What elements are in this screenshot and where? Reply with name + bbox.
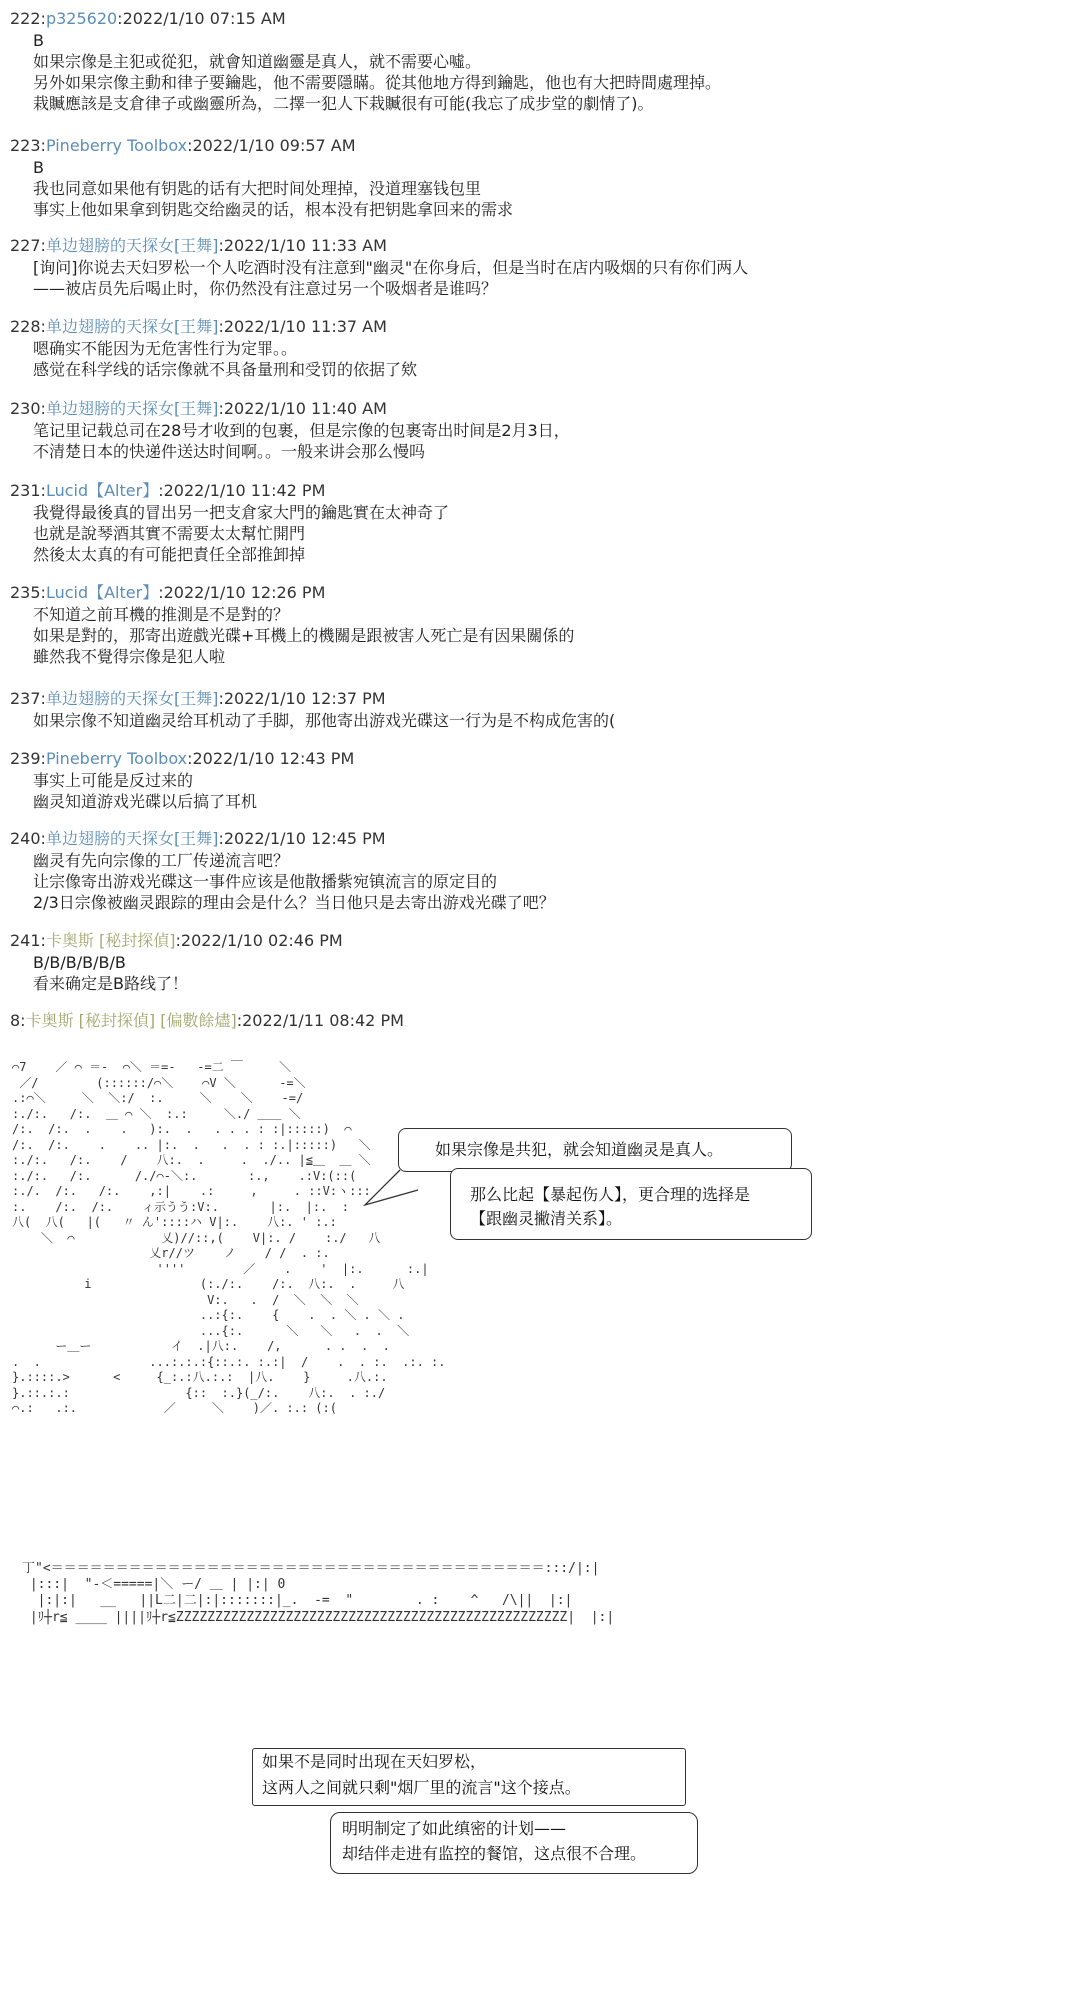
post-line: 嗯确实不能因为无危害性行为定罪。。 (33, 339, 298, 358)
post-line: 也就是說琴酒其實不需要太太幫忙開門 (33, 524, 306, 543)
poster-name-link[interactable]: p325620 (45, 9, 118, 28)
post (10, 582, 1070, 667)
post-line: 看来确定是B路线了！ (33, 974, 188, 993)
post-date: :2022/1/10 11:37 AM (218, 317, 387, 336)
post-header (10, 582, 1070, 604)
post-line: 不清楚日本的快递件送达时间啊。。一般来讲会那么慢吗 (33, 442, 426, 461)
post-date: :2022/1/10 12:37 PM (218, 689, 386, 708)
poster-name-link[interactable]: 单边翅膀的天探女[王舞] (45, 829, 219, 848)
post-line: 另外如果宗像主動和律子要鑰匙，他不需要隱瞞。從其他地方得到鑰匙，他也有大把時間處理掉。 (33, 73, 722, 92)
post (10, 235, 1070, 299)
post-header (10, 480, 1070, 502)
balloon-line: 如果不是同时出现在天妇罗松， (262, 1750, 486, 1774)
post-date: :2022/1/10 11:42 PM (158, 481, 326, 500)
post-line: 然後太太真的有可能把責任全部推卸掉 (33, 545, 306, 564)
post-date: :2022/1/10 07:15 AM (117, 9, 286, 28)
post (10, 1010, 1070, 1032)
post-date: :2022/1/10 12:26 PM (158, 583, 326, 602)
post (10, 316, 1070, 380)
post-line: ——被店员先后喝止时，你仍然没有注意过另一个吸烟者是谁吗？ (33, 279, 498, 298)
post-line: 如果宗像是主犯或從犯，就會知道幽靈是真人，就不需要心噓。 (33, 52, 482, 71)
post-date: :2022/1/10 11:33 AM (218, 236, 387, 255)
post-line: 如果宗像不知道幽灵给耳机动了手脚，那他寄出游戏光碟这一行为是不构成危害的( (33, 711, 616, 730)
post-header (10, 135, 1070, 157)
post (10, 688, 1070, 731)
post-line: 幽灵知道游戏光碟以后搞了耳机 (33, 792, 258, 811)
post-date: :2022/1/11 08:42 PM (236, 1011, 404, 1030)
post-number: 227: (10, 236, 46, 255)
post-line: 事实上他如果拿到钥匙交给幽灵的话，根本没有把钥匙拿回来的需求 (33, 200, 514, 219)
balloon-line: 这两人之间就只剩"烟厂里的流言"这个接点。 (262, 1776, 581, 1800)
post-number: 8: (10, 1011, 26, 1030)
post-line: 事实上可能是反过来的 (33, 771, 194, 790)
post-number: 223: (10, 136, 46, 155)
post-header (10, 316, 1070, 338)
balloon-line: 却结伴走进有监控的餐馆，这点很不合理。 (342, 1842, 646, 1866)
poster-name-link[interactable]: 单边翅膀的天探女[王舞] (45, 399, 219, 418)
post-date: :2022/1/10 12:43 PM (187, 749, 355, 768)
post-line: 雖然我不覺得宗像是犯人啦 (33, 647, 226, 666)
post-date: :2022/1/10 11:40 AM (218, 399, 387, 418)
post (10, 930, 1070, 994)
poster-name-link[interactable]: 单边翅膀的天探女[王舞] (45, 317, 219, 336)
post-number: 240: (10, 829, 46, 848)
poster-name-link[interactable]: Pineberry Toolbox (45, 749, 188, 768)
post-line: 栽贓應該是支倉律子或幽靈所為，二擇一犯人下栽贓很有可能(我忘了成步堂的劇情了)。 (33, 94, 654, 113)
post-header (10, 930, 1070, 952)
post-line: 如果是對的，那寄出遊戲光碟+耳機上的機關是跟被害人死亡是有因果關係的 (33, 626, 575, 645)
post-line: B (33, 158, 44, 177)
post-line: 2/3日宗像被幽灵跟踪的理由会是什么？当日他只是去寄出游戏光碟了吧？ (33, 893, 555, 912)
post-line: 幽灵有先向宗像的工厂传递流言吧？ (33, 851, 290, 870)
post-date: :2022/1/10 12:45 PM (218, 829, 386, 848)
post-header (10, 828, 1070, 850)
poster-name-link[interactable]: 单边翅膀的天探女[王舞] (45, 236, 219, 255)
post-line: 我覺得最後真的冒出另一把支倉家大門的鑰匙實在太神奇了 (33, 503, 450, 522)
post-number: 239: (10, 749, 46, 768)
post-header (10, 8, 1070, 30)
poster-name-link[interactable]: Lucid【Alter】 (45, 583, 159, 602)
post-line: 不知道之前耳機的推測是不是對的？ (33, 605, 290, 624)
poster-name-link[interactable]: 卡奥斯 [秘封探偵] (45, 931, 176, 950)
post-line: 感觉在科学线的话宗像就不具备量刑和受罚的依据了欸 (33, 360, 418, 379)
post-header (10, 398, 1070, 420)
post (10, 748, 1070, 812)
post-line: B/B/B/B/B/B (33, 953, 126, 972)
balloon-line: 【跟幽灵撇清关系】。 (470, 1209, 623, 1228)
ascii-art-building: 丁"<＝＝＝＝＝＝＝＝＝＝＝＝＝＝＝＝＝＝＝＝＝＝＝＝＝＝＝＝＝＝＝＝＝＝＝＝＝＝:::/|:| |:::| "-＜=====|＼ ー/ ＿ | |:| 0 |:|:| __ ||L二|二|:|:::::::|_. -= " . : ^ /\|| |:| |ﾘ┼r≦ ____ ||||ﾘ┼r≦ZZZZZZZZZZZZZZZZZZZZZZZZZZZZZZZZZZZZZZZZZZZZZZZZZZ| |:| (22, 1561, 615, 1625)
balloon-line: 如果宗像是共犯，就会知道幽灵是真人。 (435, 1140, 724, 1159)
balloon-line: 那么比起【暴起伤人】，更合理的选择是 (470, 1185, 751, 1204)
post-line: 让宗像寄出游戏光碟这一事件应该是他散播紫宛镇流言的原定目的 (33, 872, 498, 891)
post-number: 241: (10, 931, 46, 950)
poster-name-link[interactable]: 卡奥斯 [秘封探偵] [偏數餘燼] (25, 1011, 237, 1030)
poster-name-link[interactable]: Pineberry Toolbox (45, 136, 188, 155)
post-header (10, 688, 1070, 710)
post (10, 398, 1070, 462)
post-header (10, 1010, 1070, 1032)
post-line: [询问]你说去天妇罗松一个人吃酒时没有注意到"幽灵"在你身后，但是当时在店内吸烟的只有你们两人 (33, 258, 749, 277)
post-header (10, 748, 1070, 770)
poster-name-link[interactable]: 单边翅膀的天探女[王舞] (45, 689, 219, 708)
poster-name-link[interactable]: Lucid【Alter】 (45, 481, 159, 500)
post (10, 480, 1070, 565)
post-number: 235: (10, 583, 46, 602)
post-number: 222: (10, 9, 46, 28)
post-number: 230: (10, 399, 46, 418)
ascii-art-character: ⌒7 ／ ⌒ ＝- ⌒＼ ＝=- -=二 ￣ ＼ ／/ (::::::/⌒＼ ⌒V ＼ -=＼ .:⌒＼ ＼ ＼:/ :. ＼ ＼ -=/ :./:. /:. ＿ ⌒ ＼ :.: ＼./ ＿＿ ＼ /:. /:. . . ):. . . . . : :|:::::) ⌒ /:. /:. . .. |:. . . . : :.|:::::) ＼ :./:. /:. / 八:. . . ./.. |≦＿ ＿ ＼ :./:. /:. /./⌒-＼:. :., .:V:(::( :./. /:. /:. ,:| .: , . ::V:ヽ::: :. /:. /:. ィ示うう:V:. |:. |:. : 八( 八( |( 〃 ん'::::ハ V|:. 八:. ' :.: ＼ ⌒ 乂)//::,( V|:. / :./ 八 乂r//ツ ノ / / . :. '''' ／ . ' |:. :.| i (:./:. /:. 八:. . 八 V:. . / ＼ ＼ ＼ ..:{:. { . . ＼ . ＼ . ...{:. ＼ ＼ . . ＼ ー＿ー イ .|八:. /, . . . . . . ...:.:.:{::.:. :.:| / . . :. .:. :. }.::::.> < {_:.:八.:.: |八. } .八.:. }.::.:.: {:: :.}(_/:. 八:. . :./ ⌒.: .:. ／ ＼ )／. :.: (:( (12, 1060, 446, 1415)
bubble-tail (360, 1160, 460, 1220)
post-line: B (33, 31, 44, 50)
post (10, 828, 1070, 913)
post-header (10, 235, 1070, 257)
post-number: 231: (10, 481, 46, 500)
post-date: :2022/1/10 09:57 AM (187, 136, 356, 155)
balloon-line: 明明制定了如此缜密的计划—— (342, 1817, 566, 1841)
post (10, 8, 1070, 114)
post-line: 我也同意如果他有钥匙的话有大把时间处理掉，没道理塞钱包里 (33, 179, 482, 198)
post-date: :2022/1/10 02:46 PM (175, 931, 343, 950)
post-number: 237: (10, 689, 46, 708)
post-number: 228: (10, 317, 46, 336)
post (10, 135, 1070, 220)
post-line: 笔记里记载总司在28号才收到的包裹，但是宗像的包裹寄出时间是2月3日， (33, 421, 570, 440)
